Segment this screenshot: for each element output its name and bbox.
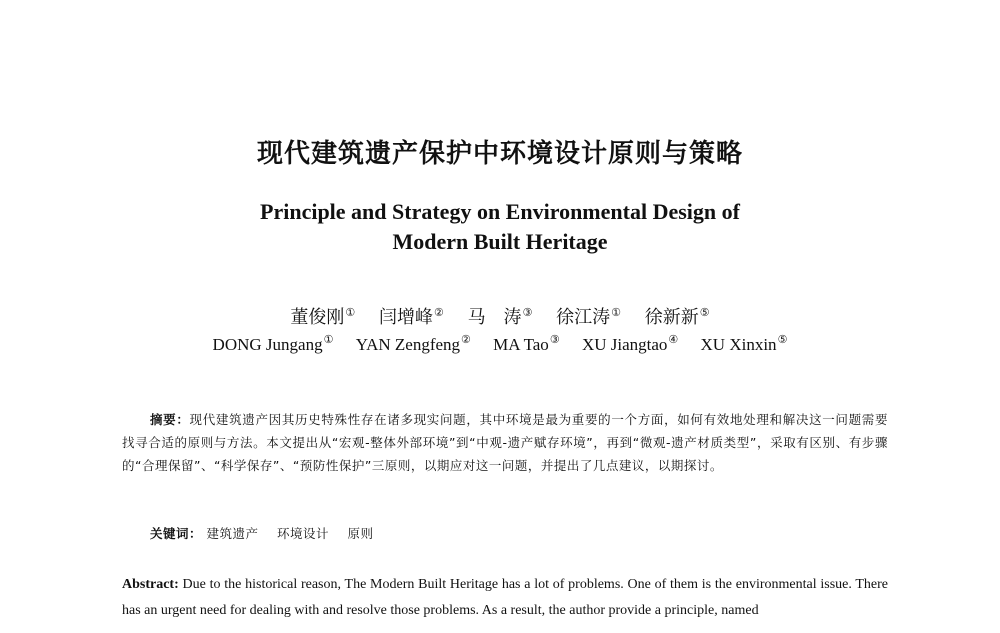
author-name: 马 涛 [467, 307, 522, 328]
author-name: DONG Jungang [212, 334, 323, 354]
author-cn-4 [556, 307, 621, 328]
abstract-chinese-text: 现代建筑遗产因其历史特殊性存在诸多现实问题，其中环境是最为重要的一个方面，如何有效地处理和解决这一问题需要找寻合适的原则与方法。本文提出从“宏观-整体外部环境”到“中观-遗产赋存环境”，再到“微观-遗产材质类型”，采取有区别、有步骤的“合理保留”、“科学保存”、“预防性保护”三原则，以期应对这一问题，并提出了几点建议，以期探讨。 [122, 412, 888, 473]
author-name: XU Xinxin [700, 334, 777, 354]
abstract-english-label: Abstract: [122, 577, 179, 592]
affiliation-mark: ① [323, 334, 334, 346]
abstract-english-text: Due to the historical reason, The Modern Built Heritage has a lot of problems. One of them is the environmental issue. There has an urgent need for dealing with and resolve those problems. As a result, the author provide a principle, named [122, 577, 888, 618]
affiliation-mark: ④ [668, 334, 679, 346]
affiliation-mark: ③ [522, 306, 533, 319]
author-name: 徐新新 [644, 307, 699, 328]
author-cn-2 [379, 307, 444, 328]
keyword-item: 环境设计 [277, 526, 330, 541]
affiliation-mark: ③ [549, 334, 560, 346]
author-name: YAN Zengfeng [355, 334, 461, 354]
author-list-english [0, 333, 1000, 355]
author-name: 闫增峰 [378, 307, 433, 328]
author-cn-3 [468, 307, 533, 328]
author-cn-5 [645, 307, 710, 328]
author-name: 董俊刚 [290, 307, 345, 328]
paper-title-english-line2: Modern Built Heritage [392, 229, 608, 254]
abstract-english [122, 572, 888, 624]
paper-title-english-line1: Principle and Strategy on Environmental Design of [260, 199, 740, 224]
affiliation-mark: ⑤ [699, 306, 710, 319]
keyword-item: 原则 [347, 526, 374, 541]
author-en-4 [582, 335, 678, 354]
author-name: 徐江涛 [556, 307, 611, 328]
paper-title-english [0, 197, 1000, 257]
affiliation-mark: ② [461, 334, 471, 346]
affiliation-mark: ② [433, 306, 444, 319]
abstract-chinese [122, 408, 888, 477]
author-name: XU Jiangtao [581, 334, 668, 354]
affiliation-mark: ⑤ [777, 334, 788, 346]
keywords-label: 关键词： [150, 526, 203, 541]
author-cn-1 [290, 307, 355, 328]
abstract-chinese-label: 摘要： [150, 412, 190, 427]
author-list-chinese [0, 303, 1000, 329]
keyword-item: 建筑遗产 [206, 526, 259, 541]
affiliation-mark: ① [345, 306, 356, 319]
author-en-2 [356, 335, 471, 354]
paper-title-chinese: 现代建筑遗产保护中环境设计原则与策略 [256, 139, 743, 169]
affiliation-mark: ① [611, 306, 622, 319]
author-en-1 [213, 335, 334, 354]
author-name: MA Tao [493, 334, 549, 354]
keywords [150, 524, 388, 542]
author-en-3 [493, 335, 560, 354]
author-en-5 [701, 335, 788, 354]
